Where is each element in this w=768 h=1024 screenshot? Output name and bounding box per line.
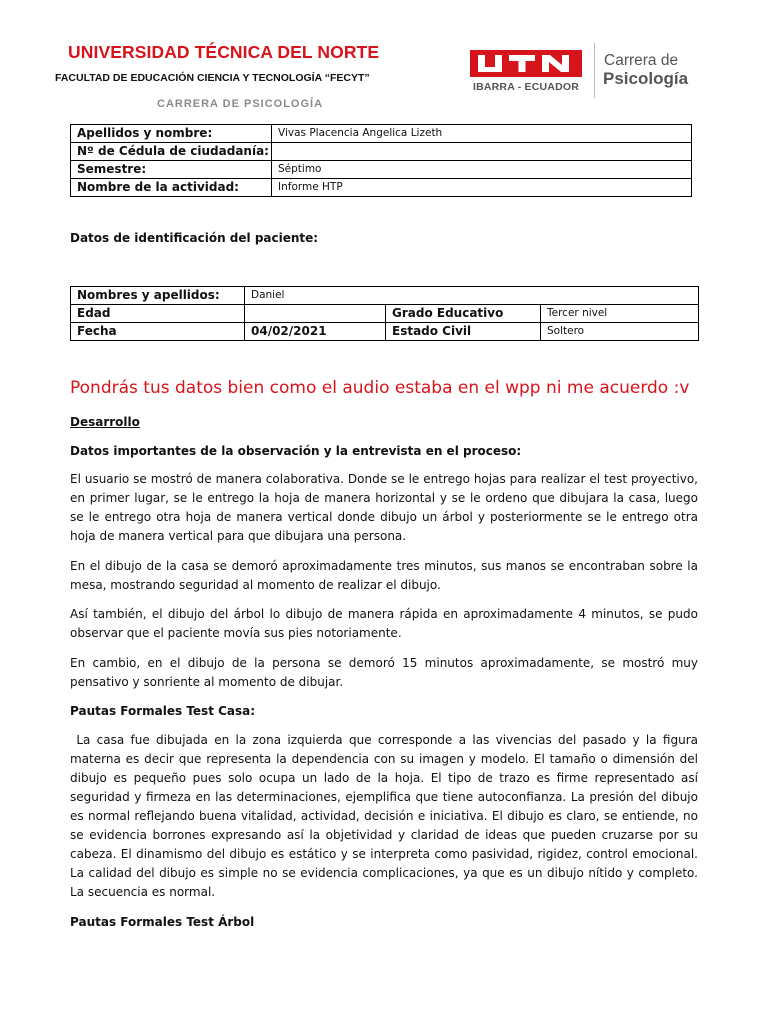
patient-name-value: Daniel (245, 287, 699, 305)
logo-subtitle: IBARRA - ECUADOR (472, 81, 580, 93)
student-name-value: Vivas Placencia Angelica Lizeth (272, 125, 692, 143)
table-row (71, 305, 699, 323)
paragraph-house-analysis: La casa fue dibujada en la zona izquierda que corresponde a las vivencias del pasado y la figura materna es decir que representa la dependencia con su imagen y modelo. El tamaño o dimensión del dibujo es pequeño pues solo ocupa un lado de la hoja. El tipo de trazo es firme representado así seguridad y firmeza en las determinaciones, ejemplifica que tiene autoconfianza. La presión del dibujo es normal reflejando buena vitalidad, actividad, decisión e iniciativa. El dibujo es claro, se entiende, no se evidencia borrones expresando así la objetividad y claridad de ideas que pueden cruzarse por su cabeza. El dinamismo del dibujo es estático y se interpreta como pasividad, rigidez, control emocional. La calidad del dibujo es simple no se evidencia complicaciones, ya que es un dibujo nítido y completo. La secuencia es normal. (70, 733, 702, 899)
table-row (71, 323, 699, 341)
age-label: Edad (71, 305, 245, 323)
activity-value: Informe HTP (272, 179, 692, 197)
desarrollo-heading: Desarrollo (70, 415, 140, 429)
table-row (71, 179, 692, 197)
student-info-table (70, 124, 692, 197)
table-row (71, 143, 692, 161)
faculty-name: FACULTAD DE EDUCACIÓN CIENCIA Y TECNOLOGÍA “FECYT” (55, 72, 370, 84)
patient-section-title: Datos de identificación del paciente: (70, 231, 319, 245)
patient-info-table (70, 286, 699, 341)
university-name: UNIVERSIDAD TÉCNICA DEL NORTE (68, 42, 380, 62)
id-number-label: Nº de Cédula de ciudadanía: (71, 143, 272, 161)
career-name: CARRERA DE PSICOLOGÍA (157, 98, 324, 110)
id-number-value (272, 143, 692, 161)
student-name-label: Apellidos y nombre: (71, 125, 272, 143)
logo-divider (594, 43, 595, 98)
logo-career-line2: Psicología (603, 69, 689, 88)
civil-status-value: Soltero (541, 323, 699, 341)
grade-label: Grado Educativo (386, 305, 541, 323)
semester-value: Séptimo (272, 161, 692, 179)
activity-label: Nombre de la actividad: (71, 179, 272, 197)
date-label: Fecha (71, 323, 245, 341)
table-row (71, 287, 699, 305)
logo-career-line1: Carrera de (604, 52, 679, 69)
paragraph-person-time: En cambio, en el dibujo de la persona se demoró 15 minutos aproximadamente, se mostró muy pensativo y sonriente al momento de dibujar. (70, 656, 698, 689)
red-note: Pondrás tus datos bien como el audio estaba en el wpp ni me acuerdo :v (70, 378, 690, 398)
table-row (71, 161, 692, 179)
tree-test-heading: Pautas Formales Test Árbol (70, 915, 255, 929)
paragraph-house-time: En el dibujo de la casa se demoró aproximadamente tres minutos, sus manos se encontraban sobre la mesa, mostrando seguridad al momento de realizar el dibujo. (70, 559, 698, 592)
observation-heading: Datos importantes de la observación y la entrevista en el proceso: (70, 444, 522, 458)
grade-value: Tercer nivel (541, 305, 699, 323)
patient-name-label: Nombres y apellidos: (71, 287, 245, 305)
paragraph-tree-time: Así también, el dibujo del árbol lo dibujo de manera rápida en aproximadamente 4 minutos, se pudo observar que el paciente movía sus pies notoriamente. (70, 607, 698, 640)
semester-label: Semestre: (71, 161, 272, 179)
date-value: 04/02/2021 (245, 323, 386, 341)
civil-status-label: Estado Civil (386, 323, 541, 341)
table-row (71, 125, 692, 143)
paragraph-collaboration: El usuario se mostró de manera colaborativa. Donde se le entrego hojas para realizar el test proyectivo, en primer lugar, se le entrego la hoja de manera horizontal y se le ordeno que dibujara la casa, luego se le entrego otra hoja de manera vertical donde dibujo un árbol y posteriormente se le entrego otra hoja de manera vertical para que dibujara una persona. (70, 472, 698, 543)
house-test-heading: Pautas Formales Test Casa: (70, 704, 256, 718)
age-value (245, 305, 386, 323)
